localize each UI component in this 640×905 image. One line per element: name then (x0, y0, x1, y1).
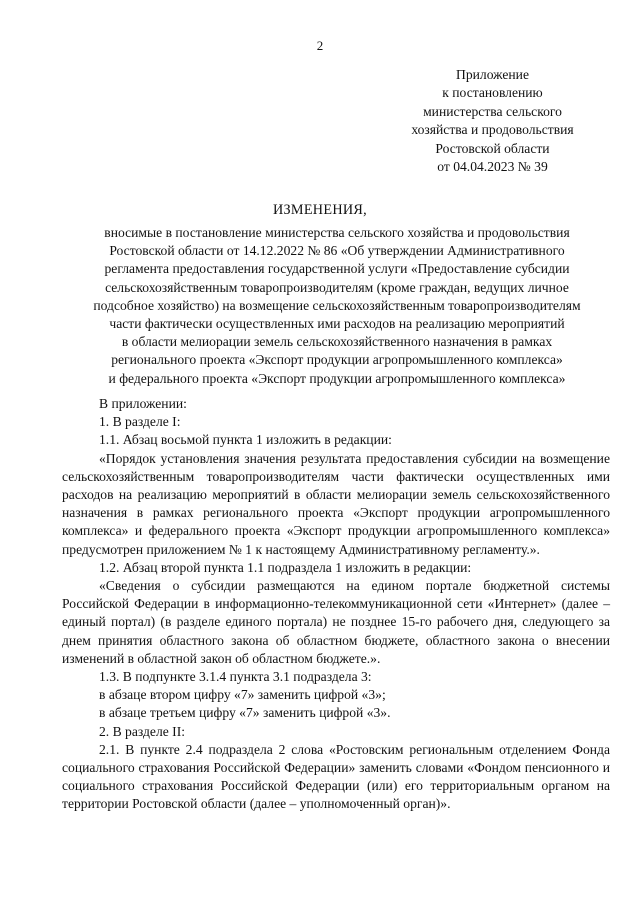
body-paragraph: 1.2. Абзац второй пункта 1.1 подраздела 1 изложить в редакции: (99, 559, 472, 575)
body-paragraph: 2. В разделе II: (99, 723, 186, 739)
subtitle-line: и федерального проекта «Экспорт продукции агропромышленного комплекса» (108, 370, 566, 386)
subtitle-line: подсобное хозяйство) на возмещение сельскохозяйственным товаропроизводителям (93, 297, 581, 313)
subtitle-line: сельскохозяйственным товаропроизводителям (кроме граждан, ведущих личное (105, 279, 569, 295)
page-number: 2 (316, 38, 324, 53)
appendix-line: Приложение (456, 67, 529, 82)
appendix-line: хозяйства и продовольствия (411, 122, 574, 138)
body-paragraph: «Порядок установления значения результата предоставления субсидии на возмещение сельскохозяйственным товаропроизводителям части фактически осуществленных ими расходов на реализацию мероприятий в области мелиорации земель сельскохозяйственного назначения в рамках регионального проекта «Экспорт продукции агропромышленного комплекса» и федерального проекта «Экспорт продукции агропромышленного комплекса» предусмотрен приложением № 1 к настоящему Административному регламенту.». (62, 450, 610, 557)
body-paragraph: в абзаце третьем цифру «7» заменить цифрой «3». (99, 705, 391, 721)
document-title: ИЗМЕНЕНИЯ, (272, 202, 368, 218)
body-paragraph: 1.1. Абзац восьмой пункта 1 изложить в редакции: (99, 432, 392, 448)
body-paragraph: 2.1. В пункте 2.4 подраздела 2 слова «Ростовским региональным отделением Фонда социального страхования Российской Федерации» заменить словами «Фондом пенсионного и социального страхования Российской Федерации (или) его территориальным органом на территории Ростовской области (далее – уполномоченный орган)». (62, 741, 610, 812)
body-paragraph: В приложении: (99, 396, 187, 411)
document-subtitle (62, 224, 612, 388)
body-paragraph: 1.3. В подпункте 3.1.4 пункта 3.1 подраздела 3: (99, 669, 372, 685)
subtitle-line: регионального проекта «Экспорт продукции агропромышленного комплекса» (111, 352, 563, 368)
appendix-line: от 04.04.2023 № 39 (437, 159, 548, 175)
appendix-line: к постановлению (442, 85, 543, 101)
subtitle-line: Ростовской области от 14.12.2022 № 86 «Об утверждении Административного (109, 243, 565, 259)
body-paragraph: 1. В разделе I: (99, 414, 181, 430)
subtitle-line: части фактически осуществленных ими расходов на реализацию мероприятий (109, 316, 565, 332)
subtitle-line: в области мелиорации земель сельскохозяйственного назначения в рамках (121, 334, 553, 350)
body-paragraph: «Сведения о субсидии размещаются на едином портале бюджетной системы Российской Федерации в информационно-телекоммуникационной сети «Интернет» (далее – единый портал) (в разделе единого портала) не позднее 15-го рабочего дня, следующего за днем принятия областного закона об областном бюджете, областного закона о внесении изменений в областной закон об областном бюджете.». (62, 578, 610, 666)
appendix-header (385, 66, 600, 176)
body-paragraph: в абзаце втором цифру «7» заменить цифрой «3»; (99, 687, 386, 703)
appendix-line: министерства сельского (423, 103, 562, 119)
document-body (62, 395, 610, 814)
subtitle-line: регламента предоставления государственной услуги «Предоставление субсидии (104, 261, 570, 277)
appendix-line: Ростовской области (435, 140, 550, 156)
subtitle-line: вносимые в постановление министерства сельского хозяйства и продовольствия (104, 225, 570, 240)
